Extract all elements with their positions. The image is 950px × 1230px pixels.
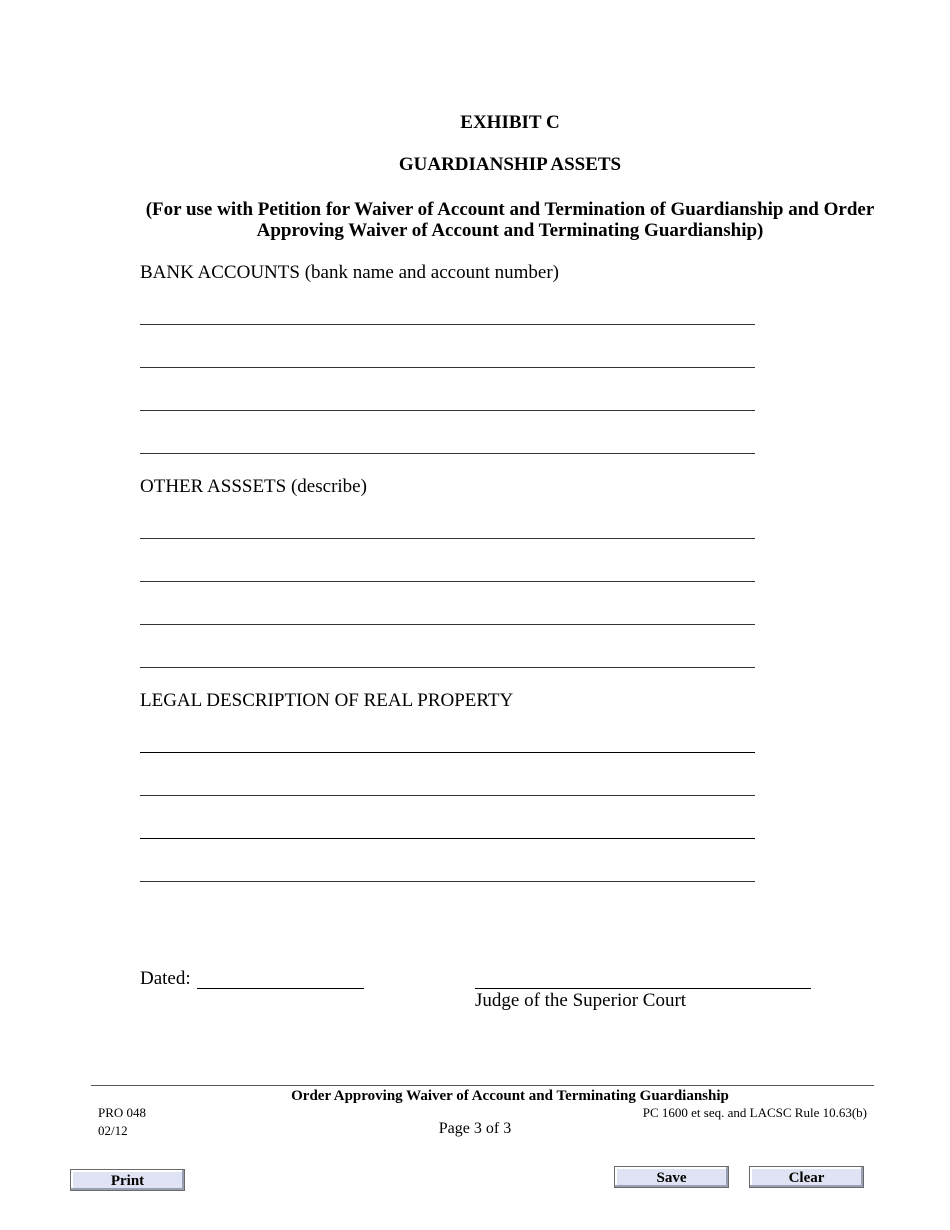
exhibit-label: EXHIBIT C bbox=[460, 112, 560, 133]
other-assets-line-2[interactable] bbox=[140, 581, 755, 582]
other-assets-line-3[interactable] bbox=[140, 624, 755, 625]
subtitle-line-2: Approving Waiver of Account and Terminating Guardianship) bbox=[256, 220, 764, 241]
other-assets-line-4[interactable] bbox=[140, 667, 755, 668]
bank-account-line-3[interactable] bbox=[140, 410, 755, 411]
form-number: PRO 048 bbox=[98, 1105, 147, 1120]
footer-divider bbox=[91, 1085, 874, 1086]
judge-label: Judge of the Superior Court bbox=[475, 990, 687, 1011]
form-revision-date: 02/12 bbox=[98, 1123, 128, 1138]
real-property-line-4[interactable] bbox=[140, 881, 755, 882]
real-property-label: LEGAL DESCRIPTION OF REAL PROPERTY bbox=[140, 690, 514, 711]
real-property-line-1[interactable] bbox=[140, 752, 755, 753]
footer-form-title: Order Approving Waiver of Account and Terminating Guardianship bbox=[291, 1088, 729, 1104]
subtitle-line-1: (For use with Petition for Waiver of Account and Termination of Guardianship and Order bbox=[145, 199, 875, 220]
real-property-line-3[interactable] bbox=[140, 838, 755, 839]
other-assets-line-1[interactable] bbox=[140, 538, 755, 539]
bank-account-line-1[interactable] bbox=[140, 324, 755, 325]
page-title: GUARDIANSHIP ASSETS bbox=[398, 154, 622, 175]
bank-account-line-4[interactable] bbox=[140, 453, 755, 454]
page-number: Page 3 of 3 bbox=[438, 1120, 512, 1137]
real-property-line-2[interactable] bbox=[140, 795, 755, 796]
save-button[interactable]: Save bbox=[614, 1166, 729, 1188]
dated-field[interactable] bbox=[197, 988, 364, 989]
print-button[interactable]: Print bbox=[70, 1169, 185, 1191]
bank-accounts-label: BANK ACCOUNTS (bank name and account number) bbox=[140, 262, 559, 283]
judge-signature-line[interactable] bbox=[475, 988, 811, 989]
bank-account-line-2[interactable] bbox=[140, 367, 755, 368]
clear-button[interactable]: Clear bbox=[749, 1166, 864, 1188]
dated-label: Dated: bbox=[140, 968, 191, 989]
other-assets-label: OTHER ASSSETS (describe) bbox=[140, 476, 367, 497]
rule-reference: PC 1600 et seq. and LACSC Rule 10.63(b) bbox=[642, 1105, 867, 1120]
